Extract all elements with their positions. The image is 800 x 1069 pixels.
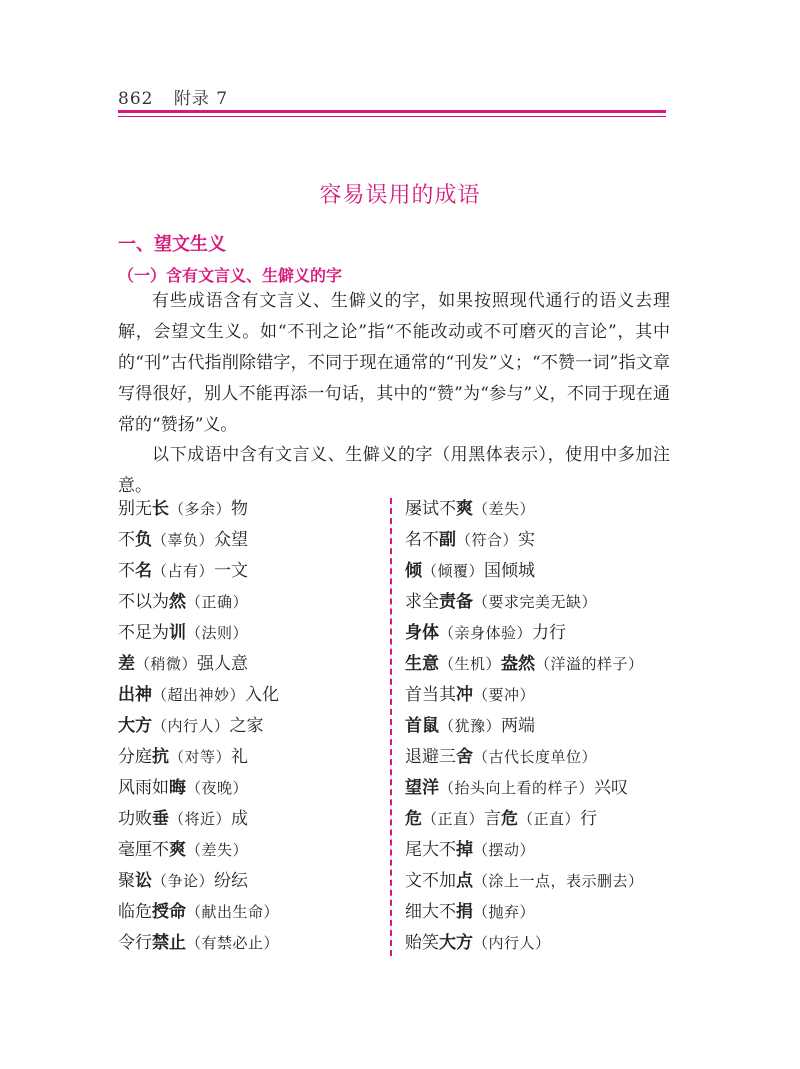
idiom-item — [118, 835, 378, 866]
gloss: （正直） — [518, 810, 581, 828]
idiom-item — [118, 742, 378, 773]
idiom-item — [405, 773, 675, 804]
gloss: （争论） — [152, 872, 215, 890]
idiom-item — [118, 928, 378, 959]
idiom-text: 名不 — [405, 530, 439, 550]
highlighted-char: 然 — [169, 592, 186, 612]
gloss: （涂上一点，表示删去） — [473, 872, 644, 890]
gloss: （犹豫） — [439, 717, 502, 735]
highlighted-char: 盎然 — [501, 654, 536, 674]
idiom-text: 行 — [580, 809, 598, 829]
gloss: （法则） — [186, 624, 249, 642]
gloss: （符合） — [456, 531, 519, 549]
idiom-item — [118, 525, 378, 556]
idiom-item — [118, 897, 378, 928]
highlighted-char: 倾 — [405, 561, 422, 581]
idiom-item — [118, 556, 378, 587]
highlighted-char: 差 — [118, 654, 135, 674]
header-rule-thin — [118, 116, 666, 117]
idiom-item — [405, 928, 675, 959]
idiom-text: 分庭 — [118, 747, 152, 767]
gloss: （占有） — [152, 562, 215, 580]
highlighted-char: 危 — [501, 809, 519, 829]
gloss: （多余） — [169, 500, 232, 518]
idiom-text: 成 — [231, 809, 249, 829]
idiom-item — [405, 711, 675, 742]
idiom-text: 两端 — [501, 716, 536, 736]
header-rule-thick — [118, 110, 666, 113]
highlighted-char: 出神 — [118, 685, 152, 705]
highlighted-char: 爽 — [169, 840, 186, 860]
idiom-item — [118, 866, 378, 897]
idiom-text: 细大不 — [405, 902, 456, 922]
gloss: （正直） — [422, 810, 485, 828]
gloss: （倾覆） — [422, 562, 485, 580]
section-heading: 一、望文生义 — [118, 234, 226, 255]
gloss: （有禁必止） — [186, 934, 280, 952]
gloss: （摆动） — [473, 841, 536, 859]
highlighted-char: 禁止 — [152, 933, 186, 953]
gloss: （抛弃） — [473, 903, 536, 921]
idiom-text: 物 — [231, 499, 249, 519]
idiom-text: 屡试不 — [405, 499, 456, 519]
idiom-item — [405, 587, 675, 618]
gloss: （差失） — [473, 500, 536, 518]
idiom-item — [405, 835, 675, 866]
highlighted-char: 望洋 — [405, 778, 439, 798]
gloss: （生机） — [439, 655, 502, 673]
highlighted-char: 掉 — [456, 840, 473, 860]
idiom-text: 求全 — [405, 592, 439, 612]
idiom-item — [405, 680, 675, 711]
idiom-text: 贻笑 — [405, 933, 439, 953]
idiom-text: 令行 — [118, 933, 152, 953]
highlighted-char: 晦 — [169, 778, 186, 798]
gloss: （稍微） — [135, 655, 198, 673]
idiom-text: 毫厘不 — [118, 840, 169, 860]
gloss: （正确） — [186, 593, 249, 611]
idiom-text: 功败 — [118, 809, 152, 829]
idiom-item — [405, 525, 675, 556]
gloss: （超出神妙） — [152, 686, 246, 704]
idiom-item — [405, 494, 675, 525]
highlighted-char: 责备 — [439, 592, 473, 612]
gloss: （古代长度单位） — [473, 748, 598, 766]
highlighted-char: 授命 — [152, 902, 186, 922]
idiom-item — [118, 649, 378, 680]
idiom-text: 强人意 — [197, 654, 249, 674]
gloss: （抬头向上看的样子） — [439, 779, 595, 797]
highlighted-char: 点 — [456, 871, 473, 891]
gloss: （夜晚） — [186, 779, 249, 797]
idiom-item — [118, 587, 378, 618]
gloss: （献出生命） — [186, 903, 280, 921]
idiom-text: 聚 — [118, 871, 135, 891]
idiom-item — [118, 618, 378, 649]
idiom-item — [118, 680, 378, 711]
idiom-text: 一文 — [214, 561, 249, 581]
gloss: （将近） — [169, 810, 232, 828]
idiom-text: 兴叹 — [594, 778, 629, 798]
highlighted-char: 舍 — [456, 747, 473, 767]
highlighted-char: 身体 — [405, 623, 439, 643]
idiom-text: 文不加 — [405, 871, 456, 891]
column-divider — [390, 498, 392, 956]
idiom-text: 不 — [118, 530, 135, 550]
idiom-item — [405, 649, 675, 680]
header-section-label: 附录 7 — [173, 89, 229, 109]
idiom-item — [405, 618, 675, 649]
gloss: （亲身体验） — [439, 624, 533, 642]
idiom-text: 实 — [518, 530, 536, 550]
subsection-heading: （一）含有文言义、生僻义的字 — [118, 266, 343, 285]
highlighted-char: 捐 — [456, 902, 473, 922]
idiom-text: 众望 — [214, 530, 249, 550]
idiom-list-left — [118, 494, 378, 959]
idiom-text: 临危 — [118, 902, 152, 922]
idiom-text: 纷纭 — [214, 871, 249, 891]
intro-paragraph: 有些成语含有文言义、生僻义的字，如果按照现代通行的语义去理解，会望文生义。如“不刊之论”指“不能改动或不可磨灭的言论”，其中的“刊”古代指削除错字，不同于现在通常的“刊发”义；“不赞一词”指文章写得很好，别人不能再添一句话，其中的“赞”为“参与”义，不同于现在通常的“赞扬”义。 — [118, 291, 670, 435]
idiom-item — [118, 773, 378, 804]
idiom-text: 首当其 — [405, 685, 456, 705]
highlighted-char: 冲 — [456, 685, 473, 705]
highlighted-char: 讼 — [135, 871, 152, 891]
highlighted-char: 首鼠 — [405, 716, 439, 736]
idiom-text: 退避三 — [405, 747, 456, 767]
highlighted-char: 训 — [169, 623, 186, 643]
idiom-text: 言 — [484, 809, 502, 829]
idiom-list-right — [405, 494, 675, 959]
page-title: 容易误用的成语 — [319, 183, 481, 208]
idiom-item — [405, 742, 675, 773]
idiom-text: 之家 — [229, 716, 264, 736]
idiom-text: 不 — [118, 561, 135, 581]
idiom-text: 国倾城 — [484, 561, 536, 581]
highlighted-char: 爽 — [456, 499, 473, 519]
idiom-text: 别无 — [118, 499, 152, 519]
highlighted-char: 名 — [135, 561, 152, 581]
gloss: （对等） — [169, 748, 232, 766]
highlighted-char: 大方 — [118, 716, 152, 736]
idiom-item — [405, 556, 675, 587]
idiom-text: 不以为 — [118, 592, 169, 612]
idiom-item — [405, 866, 675, 897]
gloss: （要求完美无缺） — [473, 593, 598, 611]
highlighted-char: 抗 — [152, 747, 169, 767]
gloss: （内行人） — [152, 717, 230, 735]
idiom-text: 礼 — [231, 747, 249, 767]
idiom-text: 入化 — [245, 685, 280, 705]
highlighted-char: 负 — [135, 530, 152, 550]
idiom-item — [405, 897, 675, 928]
idiom-item — [118, 804, 378, 835]
gloss: （要冲） — [473, 686, 536, 704]
gloss: （洋溢的样子） — [535, 655, 644, 673]
gloss: （内行人） — [473, 934, 551, 952]
highlighted-char: 危 — [405, 809, 422, 829]
idiom-item — [405, 804, 675, 835]
page-number: 862 — [118, 89, 154, 109]
gloss: （差失） — [186, 841, 249, 859]
highlighted-char: 垂 — [152, 809, 169, 829]
highlighted-char: 长 — [152, 499, 169, 519]
idiom-text: 不足为 — [118, 623, 169, 643]
highlighted-char: 大方 — [439, 933, 473, 953]
idiom-item — [118, 494, 378, 525]
highlighted-char: 副 — [439, 530, 456, 550]
idiom-text: 风雨如 — [118, 778, 169, 798]
idiom-text: 尾大不 — [405, 840, 456, 860]
highlighted-char: 生意 — [405, 654, 439, 674]
gloss: （辜负） — [152, 531, 215, 549]
note-paragraph: 以下成语中含有文言义、生僻义的字（用黑体表示），使用中多加注意。 — [118, 445, 670, 496]
idiom-text: 力行 — [532, 623, 567, 643]
idiom-item — [118, 711, 378, 742]
